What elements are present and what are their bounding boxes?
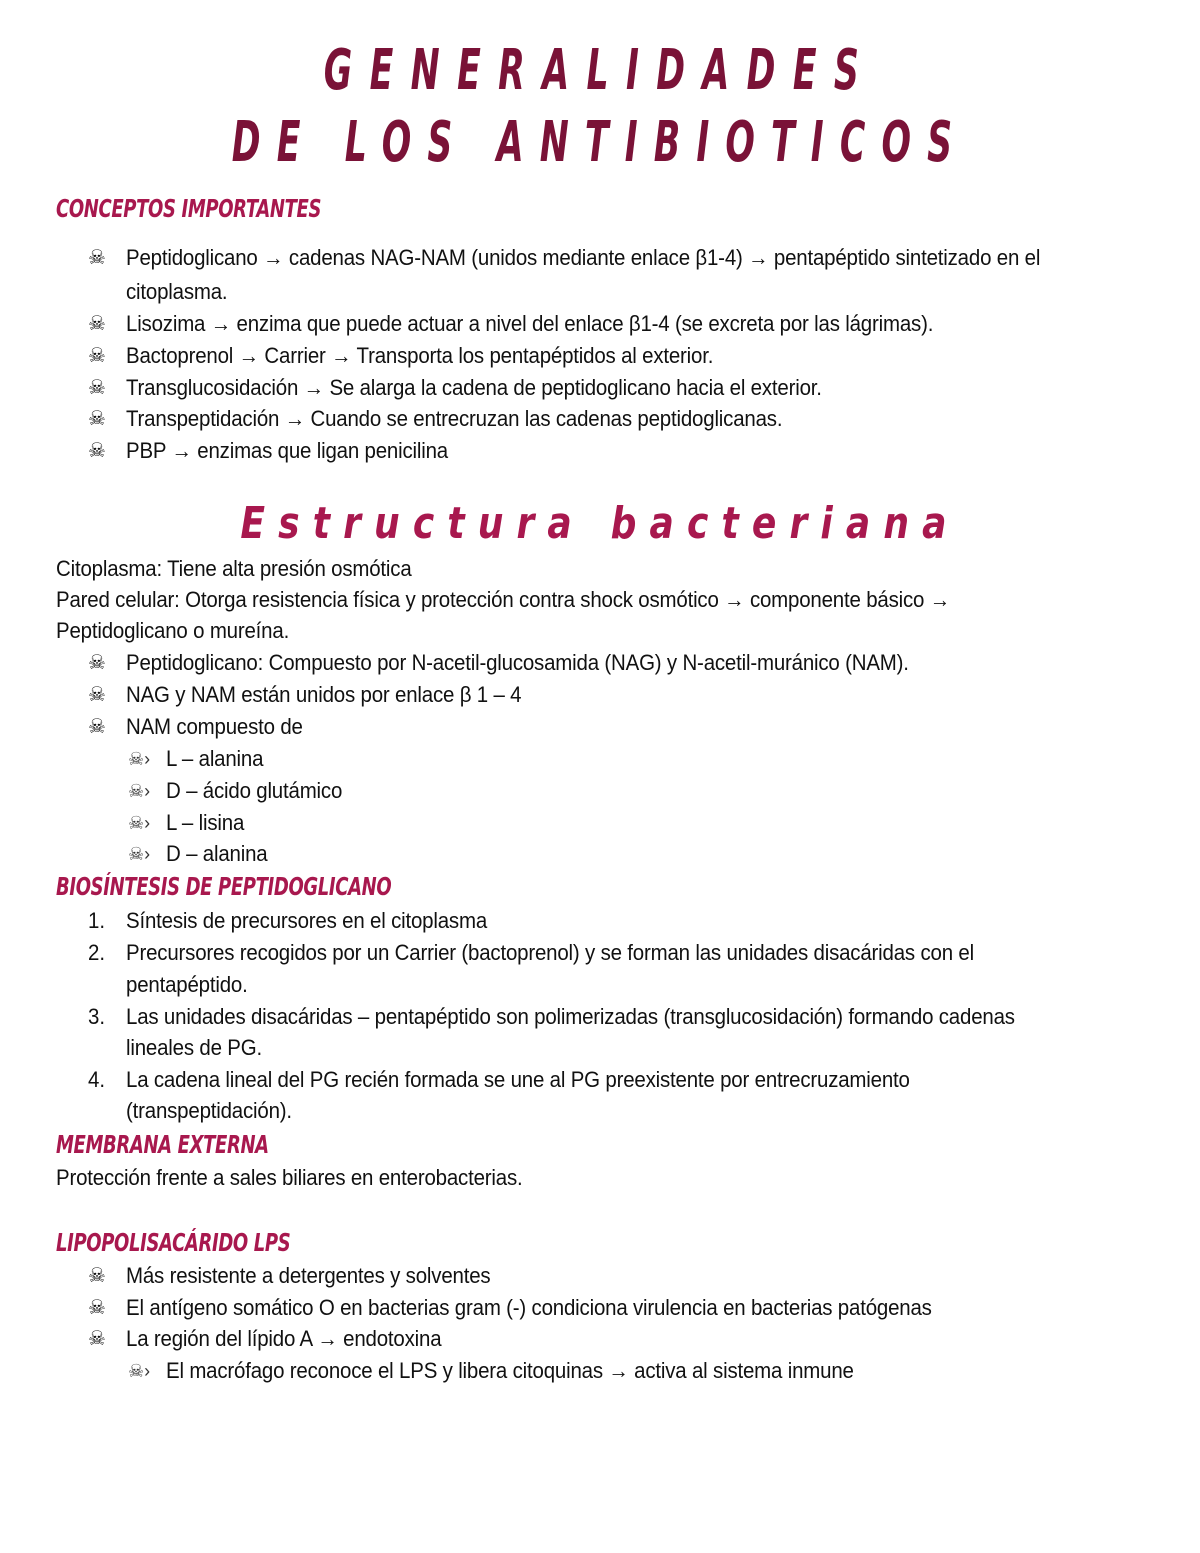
list-item: El antígeno somático O en bacterias gram (-) condiciona virulencia en bacterias patógenas — [126, 1295, 932, 1320]
numbered-item: La cadena lineal del PG recién formada se une al PG preexistente por entrecruzamiento — [126, 1067, 910, 1092]
heading-conceptos: CONCEPTOS IMPORTANTES — [56, 194, 322, 223]
list-item: Bactoprenol → Carrier → Transporta los pentapéptidos al exterior. — [126, 343, 714, 368]
heading-estructura: Estructura bacteriana — [240, 498, 960, 549]
skull-icon: ☠ — [88, 377, 106, 399]
list-number: 4. — [88, 1067, 106, 1092]
list-item-continuation: citoplasma. — [126, 279, 228, 304]
numbered-item-continuation: (transpeptidación). — [126, 1098, 292, 1123]
skull-outline-arrow-icon: ☠› — [128, 813, 151, 833]
list-item: Peptidoglicano → cadenas NAG-NAM (unidos mediante enlace β1-4) → pentapéptido sintetizado en el — [126, 245, 1041, 270]
heading-lps: LIPOPOLISACÁRIDO LPS — [56, 1228, 291, 1257]
list-item: PBP → enzimas que ligan penicilina — [126, 438, 448, 463]
list-item: Transpeptidación → Cuando se entrecruzan las cadenas peptidoglicanas. — [126, 406, 783, 431]
list-item: Transglucosidación → Se alarga la cadena de peptidoglicano hacia el exterior. — [126, 375, 822, 400]
list-number: 2. — [88, 940, 106, 965]
skull-outline-arrow-icon: ☠› — [128, 781, 151, 801]
skull-icon: ☠ — [88, 652, 106, 674]
numbered-item-continuation: lineales de PG. — [126, 1035, 262, 1060]
sub-list-item: L – alanina — [166, 746, 264, 771]
skull-icon: ☠ — [88, 1328, 106, 1350]
list-number: 1. — [88, 908, 106, 933]
skull-outline-arrow-icon: ☠› — [128, 844, 151, 864]
skull-icon: ☠ — [88, 684, 106, 706]
numbered-item: Precursores recogidos por un Carrier (bactoprenol) y se forman las unidades disacáridas con el — [126, 940, 974, 965]
list-item: Más resistente a detergentes y solventes — [126, 1263, 491, 1288]
paragraph-line: Protección frente a sales biliares en enterobacterias. — [56, 1165, 523, 1190]
skull-icon: ☠ — [88, 716, 106, 738]
skull-icon: ☠ — [88, 1297, 106, 1319]
sub-list-item: D – ácido glutámico — [166, 778, 343, 803]
list-item: NAG y NAM están unidos por enlace β 1 – 4 — [126, 682, 522, 707]
skull-icon: ☠ — [88, 247, 106, 269]
numbered-item-continuation: pentapéptido. — [126, 972, 248, 997]
skull-icon: ☠ — [88, 1265, 106, 1287]
document-title-line-1: GENERALIDADES — [323, 38, 877, 103]
numbered-item: Las unidades disacáridas – pentapéptido son polimerizadas (transglucosidación) formando cadenas — [126, 1004, 1015, 1029]
list-item: NAM compuesto de — [126, 714, 303, 739]
list-number: 3. — [88, 1004, 106, 1029]
list-item: La región del lípido A → endotoxina — [126, 1326, 442, 1351]
skull-outline-arrow-icon: ☠› — [128, 1361, 151, 1381]
paragraph-line: Citoplasma: Tiene alta presión osmótica — [56, 556, 412, 581]
skull-icon: ☠ — [88, 408, 106, 430]
skull-icon: ☠ — [88, 313, 106, 335]
skull-icon: ☠ — [88, 440, 106, 462]
heading-biosintesis: BIOSÍNTESIS DE PEPTIDOGLICANO — [56, 872, 392, 901]
paragraph-line: Peptidoglicano o mureína. — [56, 618, 290, 643]
sub-list-item: L – lisina — [166, 810, 245, 835]
heading-membrana: MEMBRANA EXTERNA — [56, 1130, 269, 1159]
sub-list-item: El macrófago reconoce el LPS y libera citoquinas → activa al sistema inmune — [166, 1358, 854, 1383]
document-title-line-2: DE LOS ANTIBIOTICOS — [231, 110, 969, 175]
numbered-item: Síntesis de precursores en el citoplasma — [126, 908, 488, 933]
list-item: Peptidoglicano: Compuesto por N-acetil-glucosamida (NAG) y N-acetil-muránico (NAM). — [126, 650, 909, 675]
skull-outline-arrow-icon: ☠› — [128, 749, 151, 769]
list-item: Lisozima → enzima que puede actuar a nivel del enlace β1-4 (se excreta por las lágrimas). — [126, 311, 934, 336]
sub-list-item: D – alanina — [166, 841, 268, 866]
paragraph-line: Pared celular: Otorga resistencia física y protección contra shock osmótico → componente básico → — [56, 587, 950, 612]
skull-icon: ☠ — [88, 345, 106, 367]
